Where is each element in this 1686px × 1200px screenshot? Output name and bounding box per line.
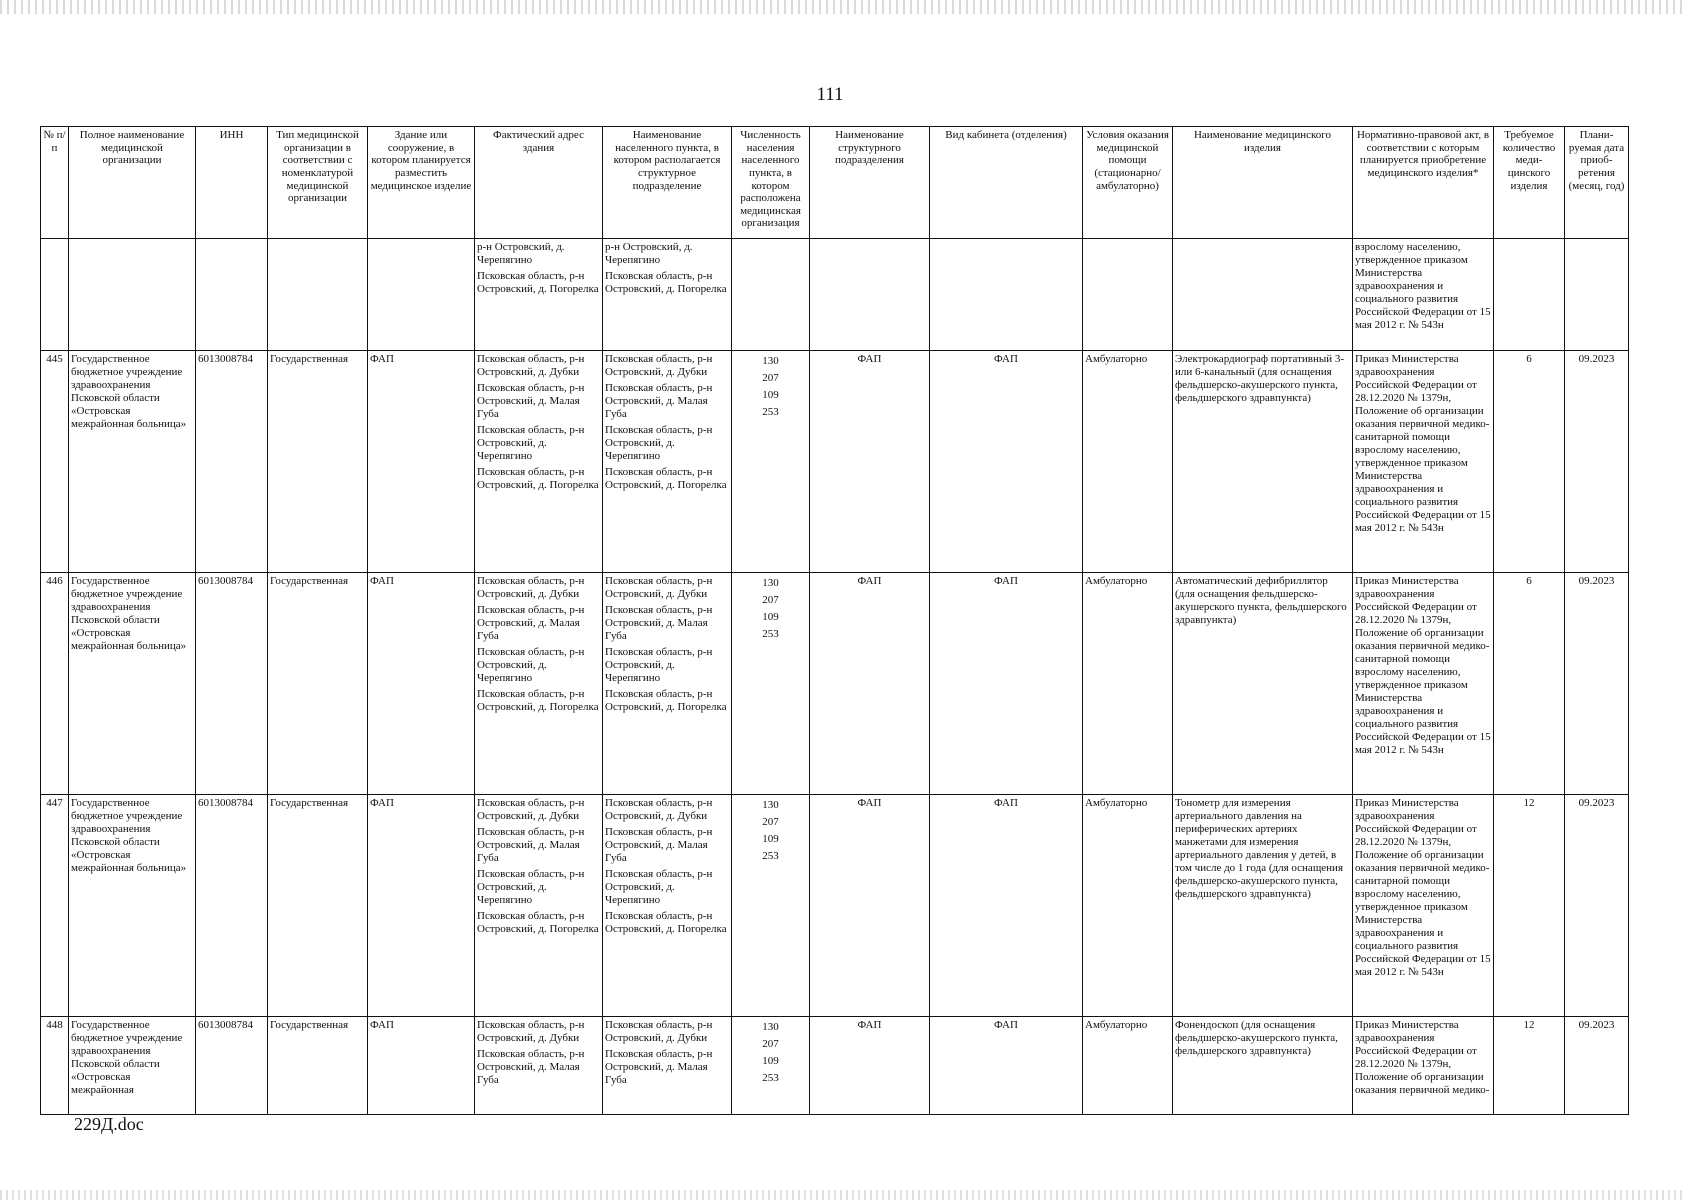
org-type: Государственная [268,795,368,1017]
org-type: Государственная [268,351,368,573]
settlement-entry: Псковская область, р-н Островский, д. Дубки [605,353,713,378]
settlement-entry: Псковская область, р-н Островский, д. Черепягино [605,645,713,684]
document-filename: 229Д.doc [74,1114,144,1134]
population-value: 253 [762,406,779,419]
population-value: 207 [762,816,779,829]
inn: 6013008784 [196,1017,268,1115]
address-entry: Псковская область, р-н Островский, д. Малая Губа [477,825,585,864]
inn: 6013008784 [196,573,268,795]
col-header: Фактический адрес здания [475,127,603,239]
quantity: 6 [1494,351,1565,573]
cabinet-type: ФАП [930,351,1083,573]
population-value: 130 [762,799,779,811]
col-header: № п/п [41,127,69,239]
table-row [41,1017,1629,1115]
population-value: 130 [762,1021,779,1033]
org-type: Государственная [268,573,368,795]
settlement-cell [603,795,732,1017]
settlement-entry: Псковская область, р-н Островский, д. Погорелка [605,909,727,935]
address-entry: Псковская область, р-н Островский, д. Малая Губа [477,1047,585,1086]
page-number: 111 [816,84,844,105]
population-value: 130 [762,577,779,589]
row-number: 445 [41,351,69,573]
settlement-cell [603,239,732,351]
col-header: ИНН [196,127,268,239]
scan-edge-bottom [0,1190,1686,1200]
col-header: Тип медицинской организации в соответствии с номенклатурой медицинской организации [268,127,368,239]
settlement-entry: Псковская область, р-н Островский, д. Черепягино [605,867,713,906]
act-cell: взрослому населению, утвержденное приказом Министерства здравоохранения и социального развития Российской Федерации от 15 мая 2012 г. № 543н [1353,239,1494,351]
org-name: Государственное бюджетное учреждение здравоохранения Псковской области «Островская межрайонная [69,1017,196,1115]
row-number: 448 [41,1017,69,1115]
address-entry: Псковская область, р-н Островский, д. Погорелка [477,687,599,713]
unit-name: ФАП [810,795,930,1017]
table-row [41,573,1629,795]
col-header: Плани-руемая дата приоб-ретения (месяц, год) [1565,127,1629,239]
quantity: 12 [1494,795,1565,1017]
population-value: 253 [762,850,779,863]
purchase-date: 09.2023 [1565,1017,1629,1115]
unit-name: ФАП [810,1017,930,1115]
settlement-entry: Псковская область, р-н Островский, д. Погорелка [605,465,727,491]
quantity: 12 [1494,1017,1565,1115]
col-header: Наименование населенного пункта, в котором располагается структурное подразделение [603,127,732,239]
care-conditions: Амбулаторно [1083,573,1173,795]
care-conditions: Амбулаторно [1083,1017,1173,1115]
purchase-date: 09.2023 [1565,351,1629,573]
org-name: Государственное бюджетное учреждение здравоохранения Псковской области «Островская межрайонная больница» [69,573,196,795]
device-name: Электрокардиограф портативный 3- или 6-канальный (для оснащения фельдшерско-акушерского пункта, фельдшерского здравпункта) [1173,351,1353,573]
cabinet-type: ФАП [930,573,1083,795]
device-name: Тонометр для измерения артериального давления на периферических артериях манжетами для измерения артериального давления у детей, в том числе до 1 года (для оснащения фельдшерско-акушерского пункта, фельдшерского здравпункта) [1173,795,1353,1017]
table-row [41,351,1629,573]
legal-act: Приказ Министерства здравоохранения Российской Федерации от 28.12.2020 № 1379н, Положение об организации оказания первичной медико-санитарной помощи взрослому населению, утвержденное приказом Министерства здравоохранения и социального развития Российской Федерации от 15 мая 2012 г. № 543н [1353,351,1494,573]
settlement-entry: Псковская область, р-н Островский, д. Погорелка [605,269,727,295]
address-entry: Псковская область, р-н Островский, д. Дубки [477,797,585,822]
population-value: 109 [762,833,779,846]
col-header: Наименование медицинского изделия [1173,127,1353,239]
settlement-entry: Псковская область, р-н Островский, д. Черепягино [605,423,713,462]
address-cell [475,573,603,795]
settlement-entry: Псковская область, р-н Островский, д. Малая Губа [605,381,713,420]
org-name: Государственное бюджетное учреждение здравоохранения Псковской области «Островская межрайонная больница» [69,795,196,1017]
settlement-cell [603,573,732,795]
cabinet-type: ФАП [930,1017,1083,1115]
col-header: Полное наименование медицинской организации [69,127,196,239]
org-name: Государственное бюджетное учреждение здравоохранения Псковской области «Островская межрайонная больница» [69,351,196,573]
settlement-entry: Псковская область, р-н Островский, д. Дубки [605,797,713,822]
address-entry: Псковская область, р-н Островский, д. Погорелка [477,465,599,491]
settlement-entry: Псковская область, р-н Островский, д. Погорелка [605,687,727,713]
settlement-cell [603,351,732,573]
col-header: Условия оказания медицинской помощи (стационарно/ амбулаторно) [1083,127,1173,239]
building: ФАП [368,573,475,795]
registry-table [40,126,1629,1115]
population-value: 109 [762,389,779,402]
address-entry: Псковская область, р-н Островский, д. Малая Губа [477,603,585,642]
address-entry: Псковская область, р-н Островский, д. Дубки [477,1019,585,1044]
address-entry: Псковская область, р-н Островский, д. Черепягино [477,423,585,462]
settlement-entry: Псковская область, р-н Островский, д. Малая Губа [605,1047,713,1086]
inn: 6013008784 [196,351,268,573]
settlement-entry: р-н Островский, д. Черепягино [605,241,693,266]
building: ФАП [368,1017,475,1115]
unit-name: ФАП [810,573,930,795]
purchase-date: 09.2023 [1565,795,1629,1017]
col-header: Наименование структурного подразделения [810,127,930,239]
address-cell [475,1017,603,1115]
population-value: 253 [762,1072,779,1085]
quantity: 6 [1494,573,1565,795]
address-entry: Псковская область, р-н Островский, д. Черепягино [477,867,585,906]
building: ФАП [368,351,475,573]
address-entry: Псковская область, р-н Островский, д. Дубки [477,575,585,600]
address-entry: Псковская область, р-н Островский, д. Черепягино [477,645,585,684]
population-cell [732,1017,810,1115]
population-value: 130 [762,355,779,367]
settlement-entry: Псковская область, р-н Островский, д. Малая Губа [605,603,713,642]
population-cell [732,351,810,573]
address-entry: Псковская область, р-н Островский, д. Дубки [477,353,585,378]
col-header: Вид кабинета (отделения) [930,127,1083,239]
settlement-entry: Псковская область, р-н Островский, д. Дубки [605,575,713,600]
legal-act: Приказ Министерства здравоохранения Российской Федерации от 28.12.2020 № 1379н, Положение об организации оказания первичной медико- [1353,1017,1494,1115]
settlement-entry: Псковская область, р-н Островский, д. Дубки [605,1019,713,1044]
population-value: 207 [762,372,779,385]
purchase-date: 09.2023 [1565,573,1629,795]
care-conditions: Амбулаторно [1083,351,1173,573]
settlement-entry: Псковская область, р-н Островский, д. Малая Губа [605,825,713,864]
table-header-row [41,127,1629,239]
address-entry: Псковская область, р-н Островский, д. Погорелка [477,269,599,295]
care-conditions: Амбулаторно [1083,795,1173,1017]
address-cell [475,351,603,573]
population-value: 253 [762,628,779,641]
settlement-cell [603,1017,732,1115]
legal-act: Приказ Министерства здравоохранения Российской Федерации от 28.12.2020 № 1379н, Положение об организации оказания первичной медико-санитарной помощи взрослому населению, утвержденное приказом Министерства здравоохранения и социального развития Российской Федерации от 15 мая 2012 г. № 543н [1353,573,1494,795]
address-cell [475,239,603,351]
row-number: 447 [41,795,69,1017]
building: ФАП [368,795,475,1017]
inn: 6013008784 [196,795,268,1017]
address-entry: Псковская область, р-н Островский, д. Погорелка [477,909,599,935]
unit-name: ФАП [810,351,930,573]
device-name: Автоматический дефибриллятор (для оснащения фельдшерско-акушерского пункта, фельдшерского здравпункта) [1173,573,1353,795]
address-cell [475,795,603,1017]
col-header: Численность населения населенного пункта, в котором расположена медицинская организация [732,127,810,239]
population-value: 109 [762,611,779,624]
table-row [41,795,1629,1017]
row-number: 446 [41,573,69,795]
scan-edge-top [0,0,1686,14]
population-value: 109 [762,1055,779,1068]
address-entry: Псковская область, р-н Островский, д. Малая Губа [477,381,585,420]
continuation-row [41,239,1629,351]
population-value: 207 [762,594,779,607]
col-header: Требуемое количество меди-цинского изделия [1494,127,1565,239]
population-value: 207 [762,1038,779,1051]
org-type: Государственная [268,1017,368,1115]
address-entry: р-н Островский, д. Черепягино [477,241,565,266]
legal-act: Приказ Министерства здравоохранения Российской Федерации от 28.12.2020 № 1379н, Положение об организации оказания первичной медико-санитарной помощи взрослому населению, утвержденное приказом Министерства здравоохранения и социального развития Российской Федерации от 15 мая 2012 г. № 543н [1353,795,1494,1017]
population-cell [732,573,810,795]
col-header: Здание или сооружение, в котором планируется разместить медицинское изделие [368,127,475,239]
cabinet-type: ФАП [930,795,1083,1017]
population-cell [732,795,810,1017]
col-header: Нормативно-правовой акт, в соответствии с которым планируется приобретение медицинского изделия* [1353,127,1494,239]
device-name: Фонендоскоп (для оснащения фельдшерско-акушерского пункта, фельдшерского здравпункта) [1173,1017,1353,1115]
